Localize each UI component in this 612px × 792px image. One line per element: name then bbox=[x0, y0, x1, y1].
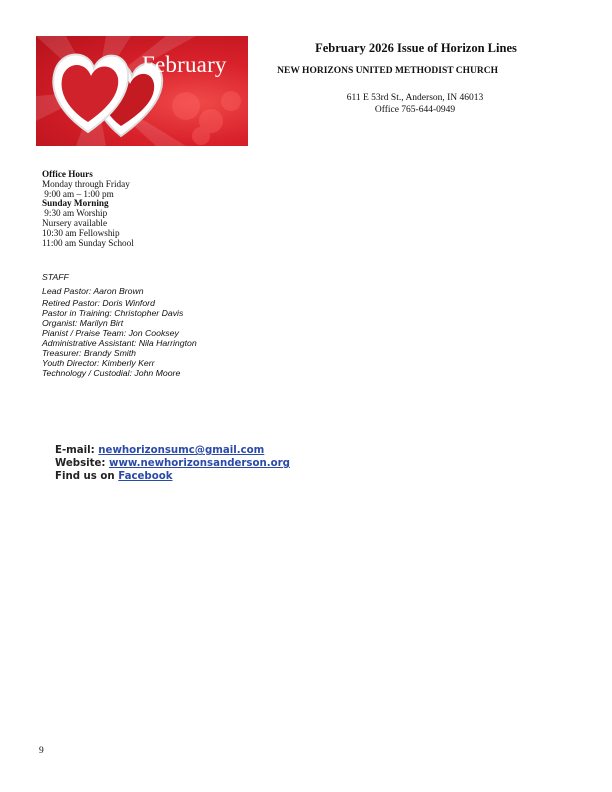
worship-time: 9:30 am Worship bbox=[42, 208, 108, 219]
facebook-link[interactable]: Facebook bbox=[118, 471, 173, 482]
office-days: Monday through Friday bbox=[42, 178, 130, 189]
sunday-school-time: 11:00 am Sunday School bbox=[42, 237, 134, 248]
church-address bbox=[250, 92, 580, 116]
page-title: February 2026 Issue of Horizon Lines bbox=[315, 41, 517, 55]
email-row bbox=[55, 444, 290, 457]
staff-member: Pastor in Training: Christopher Davis bbox=[42, 308, 184, 318]
office-time: 9:00 am – 1:00 pm bbox=[42, 188, 114, 199]
address-line: 611 E 53rd St., Anderson, IN 46013 bbox=[346, 93, 484, 103]
staff-section bbox=[42, 272, 197, 378]
church-name: NEW HORIZONS UNITED METHODIST CHURCH bbox=[277, 66, 498, 76]
page-number: 9 bbox=[39, 746, 44, 756]
fellowship-time: 10:30 am Fellowship bbox=[42, 227, 120, 238]
office-phone: Office 765-644-0949 bbox=[374, 105, 456, 115]
hours-section bbox=[42, 170, 134, 248]
banner-label: February bbox=[142, 52, 227, 77]
staff-lead-pastor: Lead Pastor: Aaron Brown bbox=[42, 286, 144, 296]
february-banner bbox=[36, 36, 248, 146]
website-row bbox=[55, 457, 290, 470]
office-hours-heading: Office Hours bbox=[42, 169, 93, 179]
staff-member: Retired Pastor: Doris Winford bbox=[42, 298, 155, 308]
staff-heading: STAFF bbox=[42, 272, 69, 282]
staff-member: Pianist / Praise Team: Jon Cooksey bbox=[42, 328, 179, 338]
sunday-morning-heading: Sunday Morning bbox=[42, 198, 109, 209]
staff-member: Technology / Custodial: John Moore bbox=[42, 368, 181, 378]
staff-member: Administrative Assistant: Nila Harrington bbox=[42, 338, 197, 348]
staff-member: Treasurer: Brandy Smith bbox=[42, 348, 136, 358]
website-link[interactable]: www.newhorizonsanderson.org bbox=[109, 458, 290, 469]
email-label: E-mail: bbox=[55, 445, 99, 456]
contact-section bbox=[55, 444, 290, 483]
website-label: Website: bbox=[55, 458, 110, 469]
nursery-note: Nursery available bbox=[42, 217, 108, 228]
email-link[interactable]: newhorizonsumc@gmail.com bbox=[98, 445, 265, 456]
facebook-row bbox=[55, 470, 290, 483]
staff-member: Youth Director: Kimberly Kerr bbox=[42, 358, 155, 368]
staff-member: Organist: Marilyn Birt bbox=[42, 318, 124, 328]
facebook-label: Find us on bbox=[55, 471, 119, 482]
